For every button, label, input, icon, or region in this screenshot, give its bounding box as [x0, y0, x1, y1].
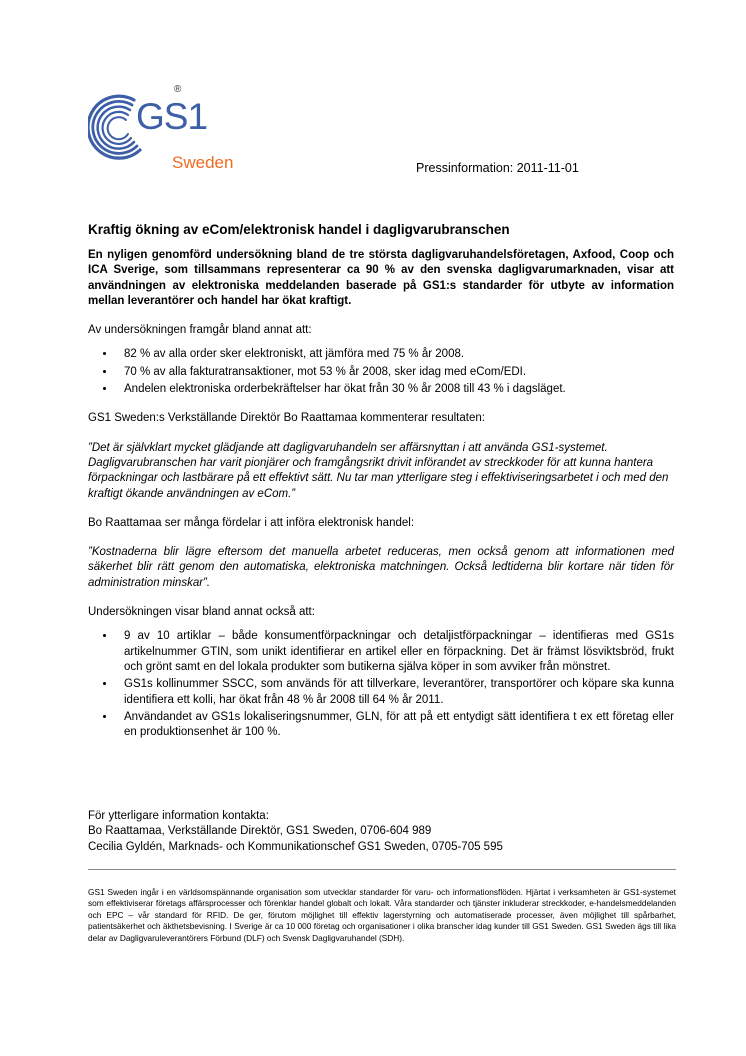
- lead-paragraph: En nyligen genomförd undersökning bland de tre största dagligvaruhandelsföretagen, Axfood, Coop och ICA Sverige, som tillsammans representerar ca 90 % av den svenska dagligvarumarknaden, visar att användningen av elektroniska meddelanden baserade på GS1:s standarder för utbyte av information mellan leverantörer och handel har ökat kraftigt.: [88, 249, 674, 307]
- article-title: Kraftig ökning av eCom/elektronisk handel i dagligvarubranschen: [88, 222, 510, 237]
- contact-person: Cecilia Gyldén, Marknads- och Kommunikationschef GS1 Sweden, 0705-705 595: [88, 840, 503, 853]
- survey-intro: Av undersökningen framgår bland annat att:: [88, 324, 312, 337]
- footer-about-text: GS1 Sweden ingår i en världsomspännande organisation som utvecklar standarder för varu- och informationsflöden. Hjärtat i verksamheten är GS1-systemet som effektiviserar företags affärsprocesser och förenklar handel globalt och lokalt. Våra standarder och tjänster inkluderar streckkoder, e-handelsmeddelanden och EPC – vår standard för RFID. De ger, förutom möjlighet till effektiv lagerstyrning och automatiserade processer, även möjlighet till spårbarhet, patientsäkerhet och äkthetsbevisning. I Sverige är ca 10 000 företag och organisationer i olika branscher idag kunder till GS1 Sweden. GS1 Sweden ägs till lika delar av Dagligvaruleverantörers Förbund (DLF) och Svensk Dagligvaruhandel (SDH).: [88, 887, 676, 943]
- contact-heading: För ytterligare information kontakta:: [88, 810, 269, 822]
- survey-results-list-2: [88, 629, 674, 740]
- contact-block: [88, 809, 503, 855]
- registered-mark: ®: [174, 84, 182, 95]
- footer-divider: [88, 869, 676, 870]
- contact-person: Bo Raattamaa, Verkställande Direktör, GS1 Sweden, 0706-604 989: [88, 825, 432, 838]
- list-item: • 82 % av alla order sker elektroniskt, att jämföra med 75 % år 2008.: [116, 347, 674, 362]
- logo-brand-text: GS1: [136, 96, 208, 137]
- list-item: • 9 av 10 artiklar – både konsumentförpackningar och detaljistförpackningar – identifieras med GS1s artikelnummer GTIN, som unikt identifierar en artikel eller en förpackning. Det är främst lösviktsbröd, frukt och grönt samt en del lokala produkter som butikerna själva köper in som avviker från mönstret.: [116, 629, 674, 675]
- gs1-sweden-logo: [88, 84, 248, 179]
- logo-country-text: Sweden: [172, 153, 234, 172]
- ceo-comment-intro: GS1 Sweden:s Verkställande Direktör Bo Raattamaa kommenterar resultaten:: [88, 412, 485, 425]
- article-body: [88, 248, 674, 742]
- benefits-quote: ”Kostnaderna blir lägre eftersom det manuella arbetet reduceras, men också genom att informationen med säkerhet blir rätt genom den automatiska, elektroniska matchningen. Också ledtiderna blir kortare när tiden för administration minskar”.: [88, 546, 674, 589]
- list-item: • Användandet av GS1s lokaliseringsnummer, GLN, för att på ett entydigt sätt identifiera t ex ett företag eller en produktionsenhet är 100 %.: [116, 710, 674, 741]
- survey-results-list: [88, 347, 674, 397]
- press-info-date: Pressinformation: 2011-11-01: [416, 161, 579, 175]
- survey-intro-2: Undersökningen visar bland annat också att:: [88, 606, 315, 619]
- list-item: • Andelen elektroniska orderbekräftelser har ökat från 30 % år 2008 till 43 % i dagsläget.: [116, 382, 674, 397]
- list-item: • 70 % av alla fakturatransaktioner, mot 53 % år 2008, sker idag med eCom/EDI.: [116, 365, 674, 380]
- list-item: • GS1s kollinummer SSCC, som används för att tillverkare, leverantörer, transportörer och köpare ska kunna identifiera ett kolli, har ökat från 48 % år 2008 till 64 % år 2011.: [116, 677, 674, 708]
- benefits-intro: Bo Raattamaa ser många fördelar i att införa elektronisk handel:: [88, 516, 415, 529]
- ceo-quote: ”Det är självklart mycket glädjande att dagligvaruhandeln ser affärsnyttan i att använda GS1-systemet. Dagligvarubranschen har varit pionjärer och framgångsrikt drivit införandet av streckkoder för att kunna hantera förpackningar och lastbärare på ett effektivt sätt. Nu tar man ytterligare steg i effektiviseringsarbetet i och med den kraftigt ökande användningen av eCom.”: [88, 441, 669, 500]
